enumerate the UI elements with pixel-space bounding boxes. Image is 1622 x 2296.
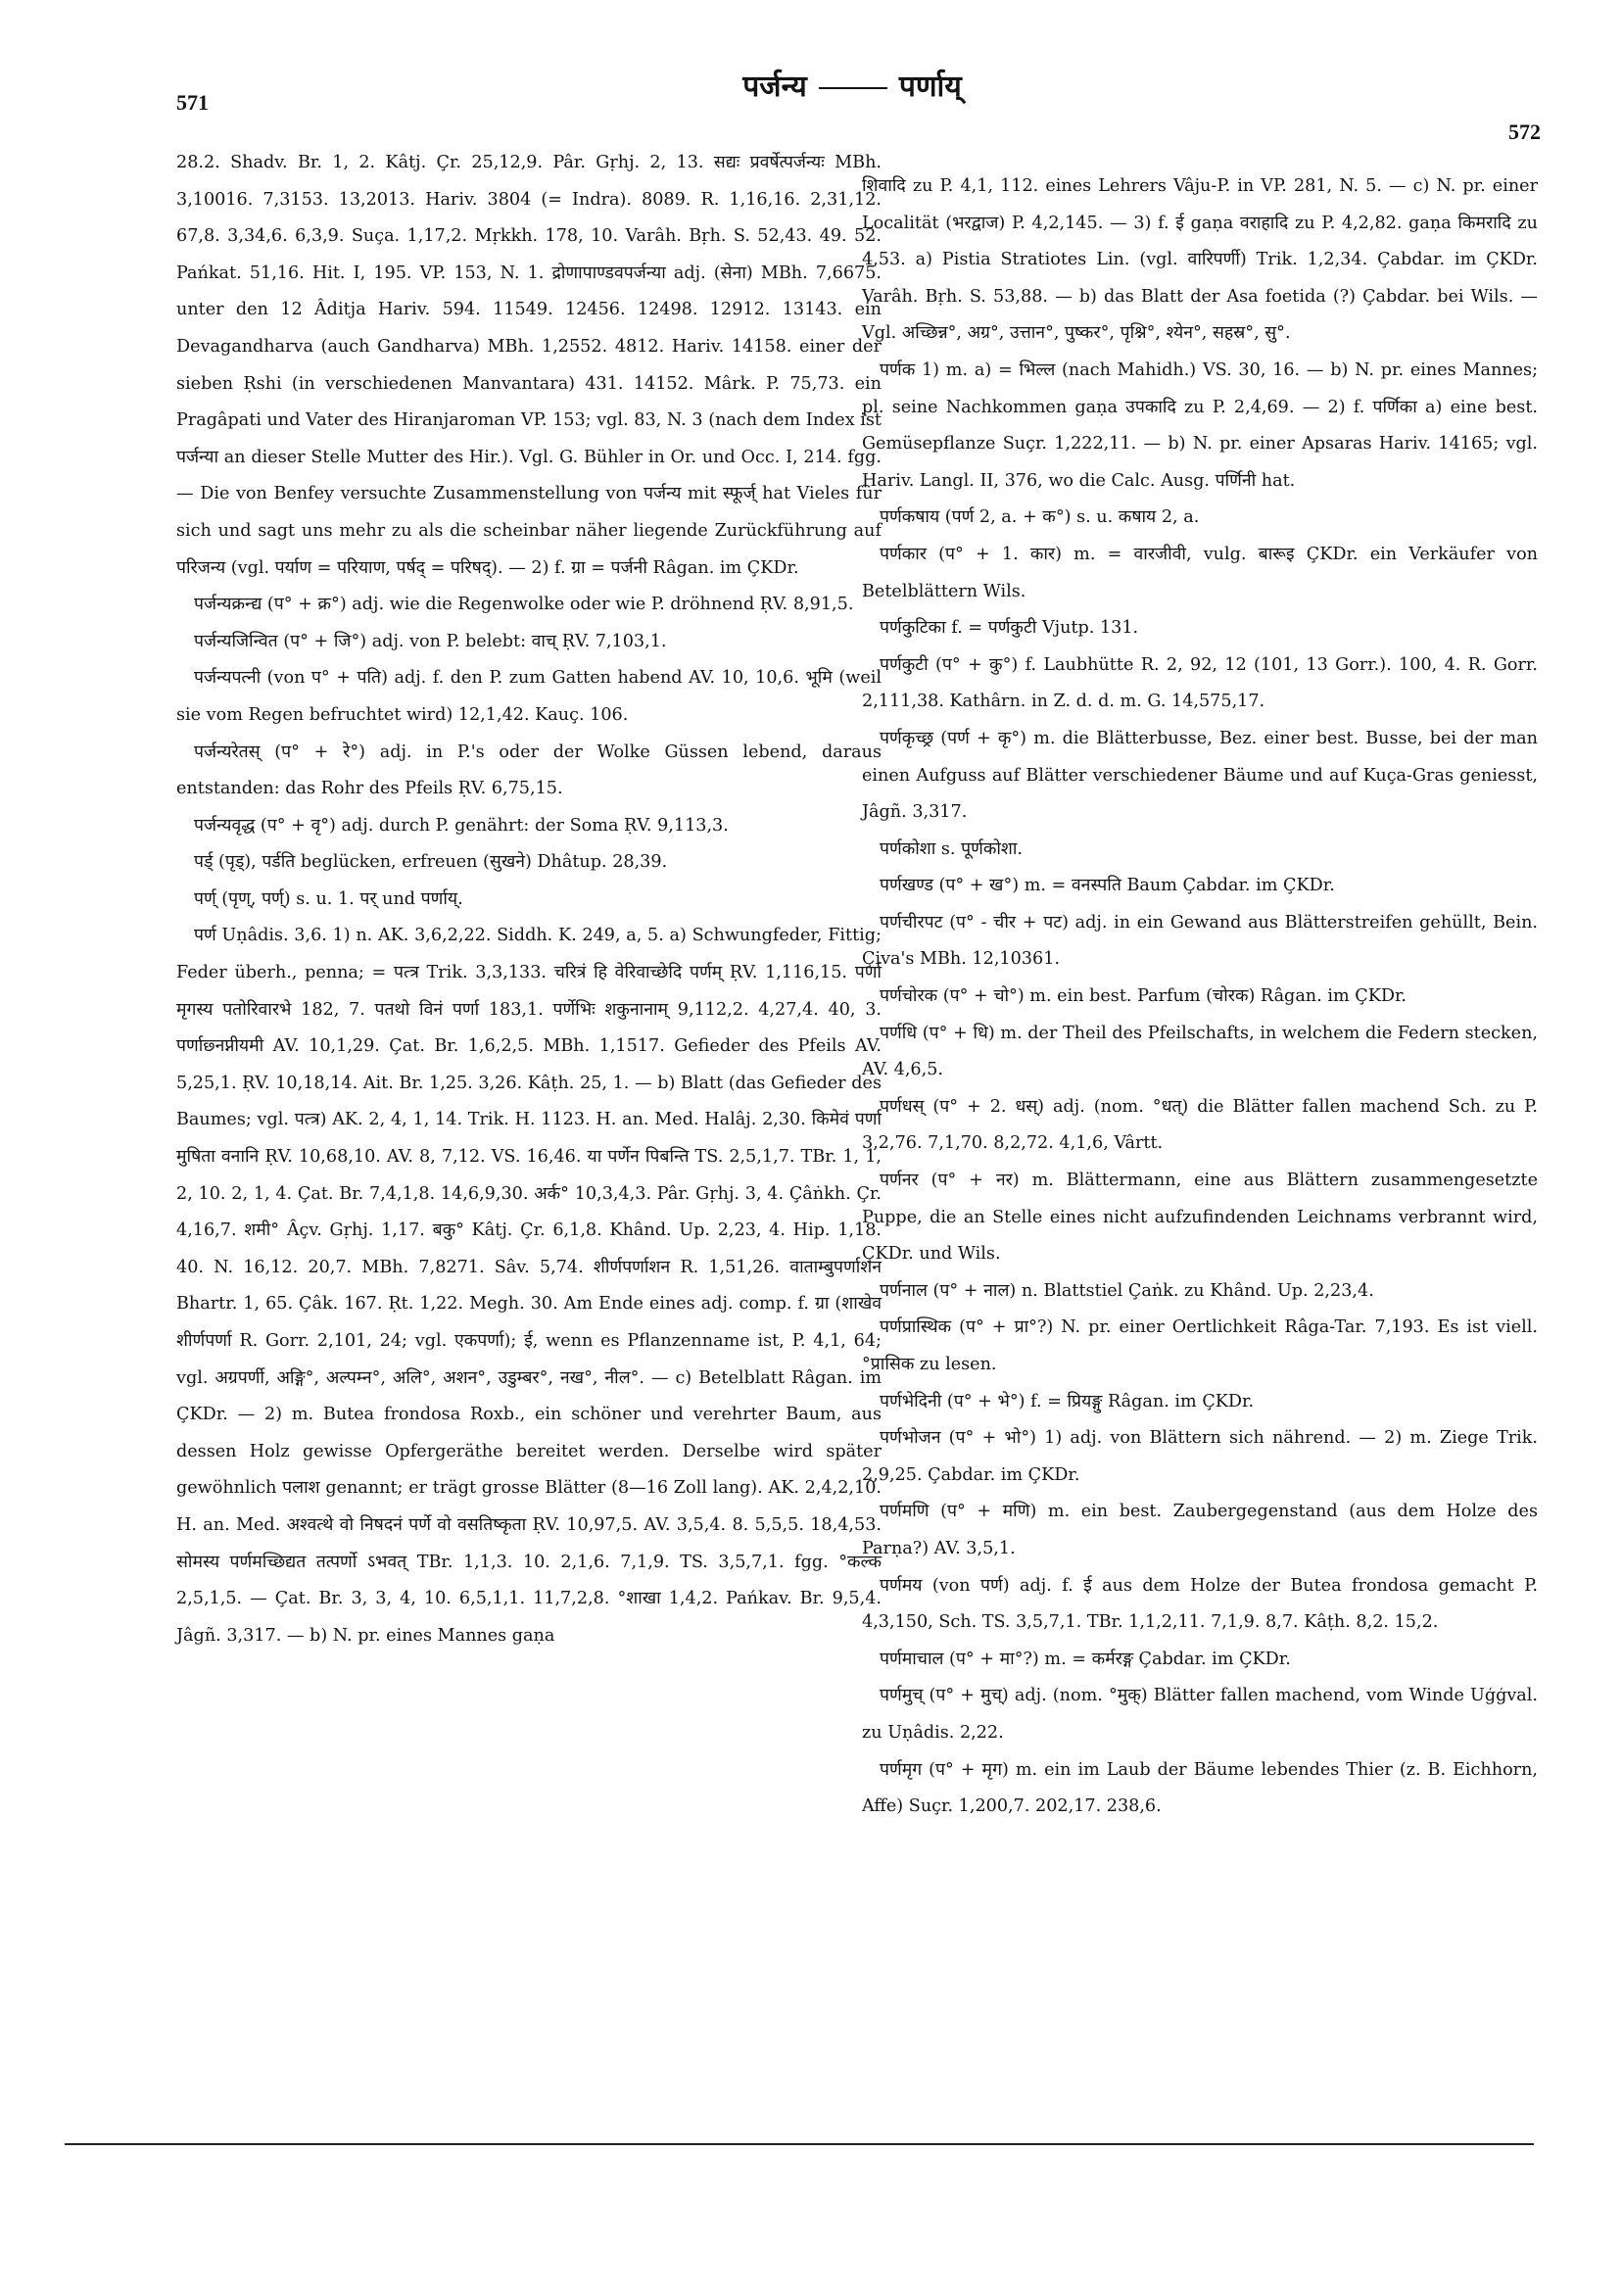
- dictionary-entry: पर्ण् (पृण्, पर्ण्) s. u. 1. पर् und पर्णाय्.: [194, 888, 463, 909]
- dictionary-entry: पर्णधि (प° + धि) m. der Theil des Pfeilschafts, in welchem die Federn stecken, AV. 4,6,5.: [862, 1023, 1538, 1080]
- dictionary-entry: पर्णमय (von पर्ण) adj. f. ई aus dem Holze der Butea frondosa gemacht P. 4,3,150, Sch. TS. 3,5,7,1. TBr. 1,1,2,11. 7,1,9. 8,7. Kâṭh. 8,2. 15,2.: [862, 1575, 1538, 1633]
- dictionary-entry: पर्जन्यरेतस् (प° + रे°) adj. in P.'s oder der Wolke Güssen lebend, daraus entstanden: das Rohr des Pfeils ṚV. 6,75,15.: [176, 741, 882, 799]
- dictionary-entry: पर्णभेदिनी (प° + भे°) f. = प्रियङ्गु Râgan. im ÇKDr.: [880, 1391, 1255, 1411]
- dictionary-entry: पर्णचोरक (प° + चो°) m. ein best. Parfum (चोरक) Râgan. im ÇKDr.: [880, 986, 1407, 1007]
- dictionary-entry: पर्णमणि (प° + मणि) m. ein best. Zaubergegenstand (aus dem Holze des Parṇa?) AV. 3,5,1.: [862, 1502, 1538, 1558]
- running-head-dash: [819, 87, 887, 89]
- right-column: [862, 168, 1538, 1826]
- dictionary-entry: पर्णभोजन (प° + भो°) 1) adj. von Blättern sich nährend. — 2) m. Ziege Trik. 2,9,25. Çabdar. im ÇKDr.: [862, 1428, 1538, 1485]
- page-number-right: 572: [1508, 120, 1541, 144]
- dictionary-entry: पर्णप्रास्थिक (प° + प्रा°?) N. pr. einer Oertlichkeit Râga-Tar. 7,193. Es ist viell. °प्रासिक zu lesen.: [862, 1317, 1538, 1374]
- dictionary-entry: पर्णमाचाल (प° + मा°?) m. = कर्मरङ्ग Çabdar. im ÇKDr.: [880, 1649, 1291, 1669]
- dictionary-entry: पर्णमृग (प° + मृग) m. ein im Laub der Bäume lebendes Thier (z. B. Eichhorn, Affe) Suçr. 1,200,7. 202,17. 238,6.: [862, 1759, 1538, 1817]
- dictionary-entry: पर्जन्यजिन्वित (प° + जि°) adj. von P. belebt: वाच् ṚV. 7,103,1.: [194, 631, 667, 651]
- dictionary-entry: पर्णकषाय (पर्ण 2, a. + क°) s. u. कषाय 2, a.: [880, 507, 1200, 528]
- running-head-left-word: पर्जन्य: [742, 70, 807, 104]
- dictionary-entry: पर्ण Uṇâdis. 3,6. 1) n. AK. 3,6,2,22. Siddh. K. 249, a, 5. a) Schwungfeder, Fittig; Feder überh., penna; = पत्त्र Trik. 3,3,133. चरित्रं हि वेरिवाच्छेदि पर्णम् ṚV. 1,116,15. पर्णा मृगस्य पतोरिवारभे 182, 7. पतथो विनं पर्णा 183,1. पर्णेभिः शकुनानाम् 9,112,2. 4,27,4. 40, 3. पर्णाछ्नप्नीयमी AV. 10,1,29. Çat. Br. 1,6,2,5. MBh. 1,1517. Gefieder des Pfeils AV. 5,25,1. ṚV. 10,18,14. Ait. Br. 1,25. 3,26. Kâṭh. 25, 1. — b) Blatt (das Gefieder des Baumes; vgl. पत्त्र) AK. 2, 4, 1, 14. Trik. H. 1123. H. an. Med. Halâj. 2,30. किमेवं पर्णा मुषिता वनानि ṚV. 10,68,10. AV. 8, 7,12. VS. 16,46. या पर्णेन पिबन्ति TS. 2,5,1,7. TBr. 1, 1, 2, 10. 2, 1, 4. Çat. Br. 7,4,1,8. 14,6,9,30. अर्क° 10,3,4,3. Pâr. Gṛhj. 3, 4. Çâṅkh. Çr. 4,16,7. शमी° Âçv. Gṛhj. 1,17. बकु° Kâtj. Çr. 6,1,8. Khând. Up. 2,23, 4. Hip. 1,18. 40. N. 16,12. 20,7. MBh. 7,8271. Sâv. 5,74. शीर्णपर्णाशन R. 1,51,26. वाताम्बुपर्णाशन Bhartr. 1, 65. Çâk. 167. Ṛt. 1,22. Megh. 30. Am Ende eines adj. comp. f. ग्रा (शाखेव शीर्णपर्णा R. Gorr. 2,101, 24; vgl. एकपर्णा); ई, wenn es Pflanzenname ist, P. 4,1, 64; vgl. अग्रपर्णी, अङ्गि°, अल्पम्न°, अलि°, अशन°, उडुम्बर°, नख°, नील°. — c) Betelblatt Râgan. im ÇKDr. — 2) m. Butea frondosa Roxb., ein schöner und verehrter Baum, aus dessen Holz gewisse Opfergeräthe bereitet werden. Derselbe wird später gewöhnlich पलाश genannt; er trägt grosse Blätter (8—16 Zoll lang). AK. 2,4,2,10. H. an. Med. अश्वत्थे वो निषदनं पर्णे वो वसतिष्कृता ṚV. 10,97,5. AV. 3,5,4. 8. 5,5,5. 18,4,53. सोमस्य पर्णमच्छिद्यत तत्पर्णो ऽभवत् TBr. 1,1,3. 10. 2,1,6. 7,1,9. TS. 3,5,7,1. fgg. °कल्क 2,5,1,5. — Çat. Br. 3, 3, 4, 10. 6,5,1,1. 11,7,2,8. °शाखा 1,4,2. Pańkav. Br. 9,5,4. Jâgñ. 3,317. — b) N. pr. eines Mannes gaṇa: [176, 926, 882, 1646]
- dictionary-entry: पर्जन्यक्रन्द्य (प° + क्र°) adj. wie die Regenwolke oder wie P. dröhnend ṚV. 8,91,5.: [194, 595, 854, 615]
- dictionary-entry: पर्जन्यपत्नी (von प° + पति) adj. f. den P. zum Gatten habend AV. 10, 10,6. भूमि (weil sie vom Regen befruchtet wird) 12,1,42. Kauç. 106.: [176, 668, 882, 725]
- dictionary-entry: पर्णकोशा s. पूर्णकोशा.: [880, 838, 1024, 859]
- running-head-right-word: पर्णाय्: [898, 70, 962, 104]
- dictionary-entry: पर्णकुटिका f. = पर्णकुटी Vjutp. 131.: [880, 618, 1139, 639]
- footer-rule: [65, 2143, 1534, 2145]
- dictionary-entry: पर्णकार (प° + 1. कार) m. = वारजीवी, vulg. बारूइ ÇKDr. ein Verkäufer von Betelblättern Wils.: [862, 544, 1538, 601]
- page-number-left: 571: [176, 90, 209, 115]
- dictionary-entry: पर्ड् (पृड्), पर्डति beglücken, erfreuen (सुखने) Dhâtup. 28,39.: [194, 852, 668, 873]
- dictionary-entry: पर्जन्यवृद्ध (प° + वृ°) adj. durch P. genährt: der Soma ṚV. 9,113,3.: [194, 815, 729, 836]
- dictionary-entry: पर्णचीरपट (प° - चीर + पट) adj. in ein Gewand aus Blätterstreifen gehüllt, Bein. Çiva's MBh. 12,10361.: [862, 912, 1538, 970]
- dictionary-entry: पर्णनाल (प° + नाल) n. Blattstiel Çaṅk. zu Khând. Up. 2,23,4.: [880, 1280, 1374, 1301]
- running-head: [607, 65, 1097, 105]
- right-paragraph: शिवादि zu P. 4,1, 112. eines Lehrers Vâju-P. in VP. 281, N. 5. — c) N. pr. einer Localität (भरद्वाज) P. 4,2,145. — 3) f. ई gaṇa वराहादि zu P. 4,2,82. gaṇa किमरादि zu 4,53. a) Pistia Stratiotes Lin. (vgl. वारिपर्णी) Trik. 1,2,34. Çabdar. im ÇKDr. Varâh. Bṛh. S. 53,88. — b) das Blatt der Asa foetida (?) Çabdar. bei Wils. — Vgl. अच्छिन्न°, अग्र°, उत्तान°, पुष्कर°, पृश्नि°, श्येन°, सहस्र°, सु°.: [862, 176, 1538, 344]
- dictionary-entry: पर्णनर (प° + नर) m. Blättermann, eine aus Blättern zusammengesetzte Puppe, die an Stelle eines nicht aufzufindenden Leichnams verbrannt wird, ÇKDr. und Wils.: [862, 1171, 1538, 1265]
- dictionary-entry: पर्णधस् (प° + 2. धस्) adj. (nom. °धत्) die Blätter fallen machend Sch. zu P. 3,2,76. 7,1,70. 8,2,72. 4,1,6, Vârtt.: [862, 1096, 1538, 1154]
- dictionary-entry: पर्णकुटी (प° + कु°) f. Laubhütte R. 2, 92, 12 (101, 13 Gorr.). 100, 4. R. Gorr. 2,111,38. Kathârn. in Z. d. d. m. G. 14,575,17.: [862, 654, 1538, 712]
- left-column: [176, 145, 882, 1654]
- dictionary-entry: पर्णमुच् (प° + मुच्) adj. (nom. °मुक्) Blätter fallen machend, vom Winde Uģģval. zu Uṇâdis. 2,22.: [862, 1686, 1538, 1743]
- dictionary-entry: पर्णक 1) m. a) = भिल्ल (nach Mahidh.) VS. 30, 16. — b) N. pr. eines Mannes; pl. seine Nachkommen gaṇa उपकादि zu P. 2,4,69. — 2) f. पर्णिका a) eine best. Gemüsepflanze Suçr. 1,222,11. — b) N. pr. einer Apsaras Hariv. 14165; vgl. Hariv. Langl. II, 376, wo die Calc. Ausg. पर्णिनी hat.: [862, 359, 1538, 491]
- dictionary-entry: पर्णकृच्छ्र (पर्ण + कृ°) m. die Blätterbusse, Bez. einer best. Busse, bei der man einen Aufguss auf Blätter verschiedener Bäume und auf Kuça-Gras geniesst, Jâgñ. 3,317.: [862, 728, 1538, 823]
- dictionary-entry: पर्णखण्ड (प° + ख°) m. = वनस्पति Baum Çabdar. im ÇKDr.: [880, 876, 1335, 896]
- left-paragraph: 28.2. Shadv. Br. 1, 2. Kâtj. Çr. 25,12,9. Pâr. Gṛhj. 2, 13. सद्यः प्रवर्षेत्पर्जन्यः MBh. 3,10016. 7,3153. 13,2013. Hariv. 3804 (= Indra). 8089. R. 1,16,16. 2,31,12. 67,8. 3,34,6. 6,3,9. Suça. 1,17,2. Mṛkkh. 178, 10. Varâh. Bṛh. S. 52,43. 49. 52. Pańkat. 51,16. Hit. I, 195. VP. 153, N. 1. द्रोणापाण्डवपर्जन्या adj. (सेना) MBh. 7,6675. unter den 12 Âditja Hariv. 594. 11549. 12456. 12498. 12912. 13143. ein Devagandharva (auch Gandharva) MBh. 1,2552. 4812. Hariv. 14158. einer der sieben Ṛshi (in verschiedenen Manvantara) 431. 14152. Mârk. P. 75,73. ein Pragâpati und Vater des Hiranjaroman VP. 153; vgl. 83, N. 3 (nach dem Index ist पर्जन्या an dieser Stelle Mutter des Hir.). Vgl. G. Bühler in Or. und Occ. I, 214. fgg. — Die von Benfey versuchte Zusammenstellung von पर्जन्य mit स्फूर्ज् hat Vieles für sich und sagt uns mehr zu als die scheinbar näher liegende Zurückführung auf परिजन्य (vgl. पर्याण = परियाण, पर्षद् = परिषद्). — 2) f. ग्रा = पर्जनी Râgan. im ÇKDr.: [176, 153, 883, 578]
